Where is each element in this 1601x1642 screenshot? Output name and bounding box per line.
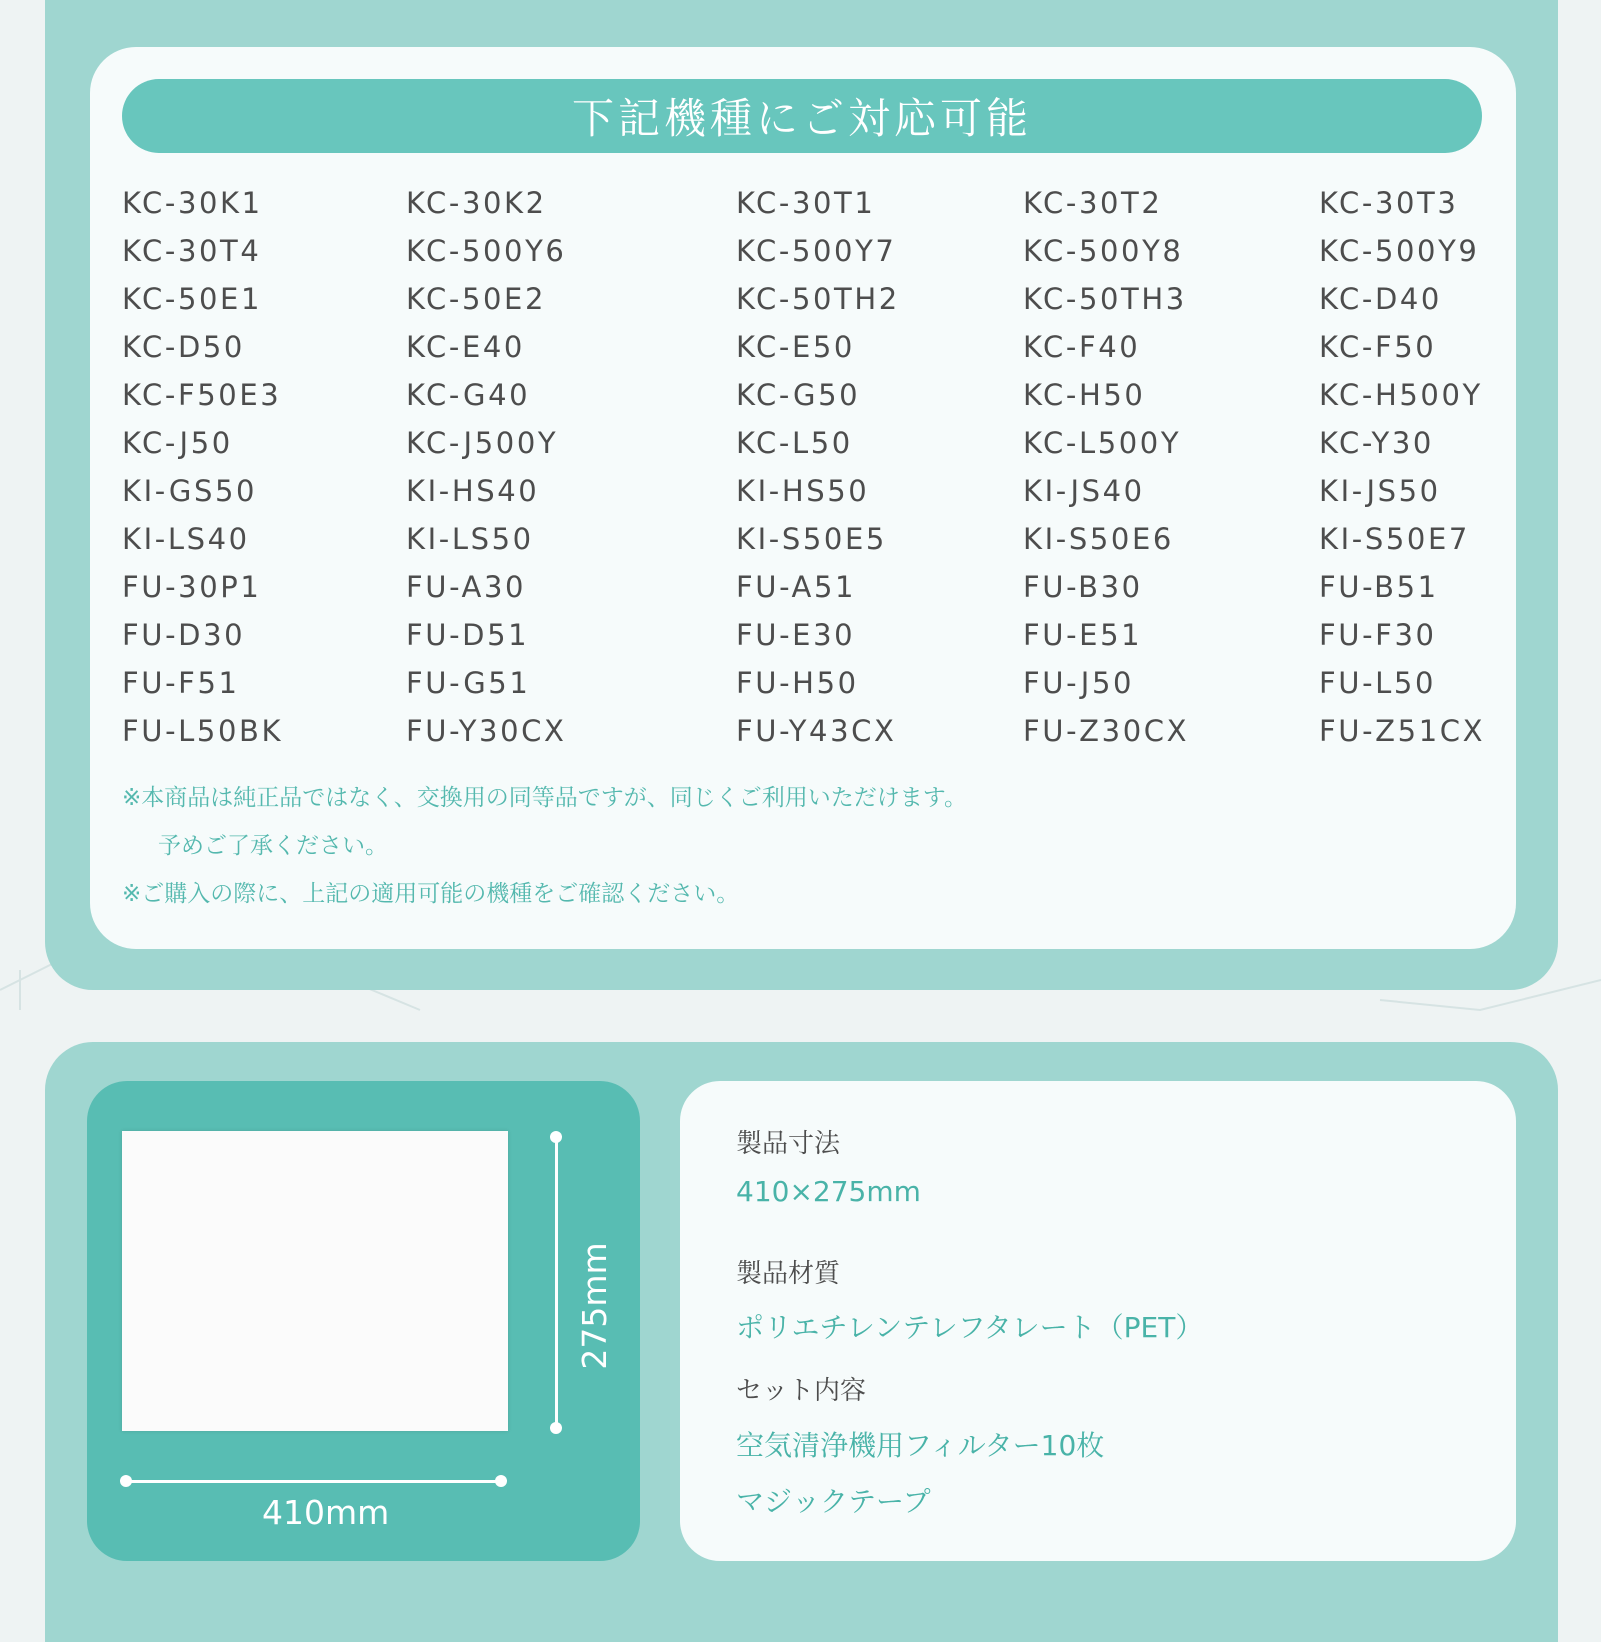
compatibility-title: 下記機種にご対応可能 xyxy=(122,79,1482,153)
model-item: KC-E50 xyxy=(736,330,855,364)
model-item: FU-A51 xyxy=(736,570,857,604)
model-item: FU-H50 xyxy=(736,666,859,700)
model-item: KC-50E2 xyxy=(406,282,547,316)
model-item: KC-H50 xyxy=(1023,378,1146,412)
model-item: KC-50TH2 xyxy=(736,282,900,316)
model-item: FU-L50BK xyxy=(122,714,284,748)
model-item: KC-30T2 xyxy=(1023,186,1163,220)
dimension-dot xyxy=(495,1475,507,1487)
model-item: KC-H500Y xyxy=(1319,378,1483,412)
model-item: KI-S50E6 xyxy=(1023,522,1174,556)
model-item: FU-Y30CX xyxy=(406,714,567,748)
model-item: KC-L500Y xyxy=(1023,426,1182,460)
model-item: KC-50TH3 xyxy=(1023,282,1187,316)
model-item: KC-E40 xyxy=(406,330,525,364)
model-item: FU-B30 xyxy=(1023,570,1143,604)
model-item: FU-A30 xyxy=(406,570,527,604)
dimension-dot xyxy=(550,1131,562,1143)
model-item: KC-50E1 xyxy=(122,282,263,316)
size-value: 410×275mm xyxy=(736,1175,921,1208)
model-item: KI-HS40 xyxy=(406,474,540,508)
model-item: KC-D50 xyxy=(122,330,245,364)
filter-sheet-image xyxy=(122,1131,508,1431)
model-item: KC-500Y6 xyxy=(406,234,567,268)
dimension-dot xyxy=(120,1475,132,1487)
material-label: 製品材質 xyxy=(736,1259,841,1289)
model-item: KI-LS40 xyxy=(122,522,250,556)
model-item: KC-D40 xyxy=(1319,282,1442,316)
model-item: KC-Y30 xyxy=(1319,426,1434,460)
model-item: FU-E51 xyxy=(1023,618,1143,652)
size-label: 製品寸法 xyxy=(736,1129,841,1159)
model-item: KI-HS50 xyxy=(736,474,870,508)
model-item: KC-30T3 xyxy=(1319,186,1459,220)
model-item: FU-D30 xyxy=(122,618,246,652)
note-line: ※ご購入の際に、上記の適用可能の機種をご確認ください。 xyxy=(122,881,740,907)
model-item: KC-J50 xyxy=(122,426,233,460)
contents-label: セット内容 xyxy=(736,1376,867,1406)
model-item: KI-LS50 xyxy=(406,522,534,556)
model-item: KC-500Y9 xyxy=(1319,234,1480,268)
model-item: FU-E30 xyxy=(736,618,856,652)
notes xyxy=(122,774,967,918)
model-item: FU-D51 xyxy=(406,618,530,652)
model-item: KI-JS40 xyxy=(1023,474,1145,508)
width-label: 410mm xyxy=(262,1493,390,1532)
spec-card xyxy=(680,1081,1516,1561)
note-line: ※本商品は純正品ではなく、交換用の同等品ですが、同じくご利用いただけます。 xyxy=(122,785,967,811)
model-item: FU-F30 xyxy=(1319,618,1437,652)
model-item: FU-B51 xyxy=(1319,570,1439,604)
product-image xyxy=(87,1081,640,1561)
height-label: 275mm xyxy=(575,1242,614,1370)
contents-value: マジックテープ xyxy=(736,1485,931,1518)
model-item: KC-G40 xyxy=(406,378,531,412)
compatibility-card xyxy=(90,47,1516,949)
model-item: FU-Y43CX xyxy=(736,714,897,748)
model-item: KI-S50E5 xyxy=(736,522,887,556)
model-item: FU-30P1 xyxy=(122,570,262,604)
model-item: KC-30T1 xyxy=(736,186,876,220)
model-item: KC-F50 xyxy=(1319,330,1437,364)
model-item: KC-L50 xyxy=(736,426,853,460)
model-item: FU-F51 xyxy=(122,666,240,700)
width-dimension-line xyxy=(127,1480,501,1483)
model-item: FU-J50 xyxy=(1023,666,1135,700)
model-item: KC-J500Y xyxy=(406,426,559,460)
model-item: KC-30T4 xyxy=(122,234,262,268)
model-item: KC-F40 xyxy=(1023,330,1141,364)
note-line: 予めご了承ください。 xyxy=(158,833,388,859)
model-item: FU-Z51CX xyxy=(1319,714,1486,748)
model-item: KC-G50 xyxy=(736,378,861,412)
model-list xyxy=(122,179,1502,755)
model-item: KC-30K1 xyxy=(122,186,263,220)
dimension-dot xyxy=(550,1422,562,1434)
model-item: KC-30K2 xyxy=(406,186,547,220)
model-item: KC-F50E3 xyxy=(122,378,282,412)
contents-value: 空気清浄機用フィルター10枚 xyxy=(736,1429,1105,1462)
model-item: FU-Z30CX xyxy=(1023,714,1190,748)
model-item: KI-JS50 xyxy=(1319,474,1441,508)
model-item: KI-S50E7 xyxy=(1319,522,1470,556)
height-dimension-line xyxy=(555,1138,558,1428)
model-item: KC-500Y7 xyxy=(736,234,897,268)
model-item: FU-L50 xyxy=(1319,666,1437,700)
material-value: ポリエチレンテレフタレート（PET） xyxy=(736,1311,1204,1344)
model-item: KC-500Y8 xyxy=(1023,234,1184,268)
model-item: KI-GS50 xyxy=(122,474,258,508)
model-item: FU-G51 xyxy=(406,666,531,700)
